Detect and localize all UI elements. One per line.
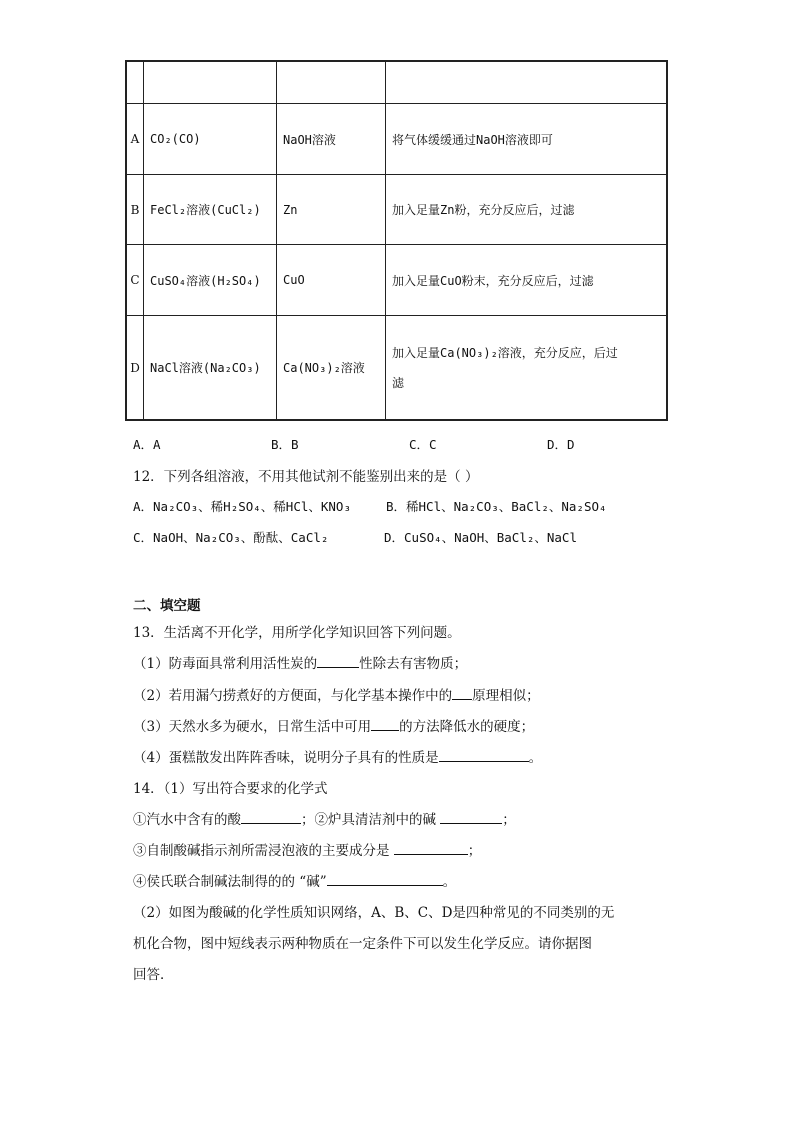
q14-part2-line: 回答．	[133, 967, 174, 983]
q14-stem: 14．（1）写出符合要求的化学式	[133, 781, 328, 797]
table-row	[126, 104, 667, 175]
options-table	[125, 60, 668, 421]
reagent-cell: Ca(NO₃)₂溶液	[277, 316, 386, 421]
q12-option-a: A．Na₂CO₃、稀H₂SO₄、稀HCl、KNO₃	[133, 499, 351, 514]
q13-part3: （3）天然水多为硬水，日常生活中可用 的方法降低水的硬度；	[133, 719, 535, 735]
q14-part2-line: （2）如图为酸碱的化学性质知识网络，A、B、C、D是四种常见的不同类别的无	[133, 905, 615, 921]
method-cell: 加入足量Zn粉，充分反应后，过滤	[386, 175, 668, 245]
q14-line1: ①汽水中含有的酸 ；②炉具清洁剂中的碱 ；	[133, 812, 516, 828]
q14-line2: ③自制酸碱指示剂所需浸泡液的主要成分是 ；	[133, 843, 482, 859]
method-cell: 加入足量CuO粉末，充分反应后，过滤	[386, 245, 668, 316]
substance-cell: NaCl溶液(Na₂CO₃)	[144, 316, 277, 421]
table-row	[126, 175, 667, 245]
answer-blank[interactable]	[317, 655, 359, 668]
q13-part2: （2）若用漏勺捞煮好的方便面，与化学基本操作中的 原理相似；	[133, 688, 540, 704]
method-cell	[386, 316, 668, 421]
answer-blank[interactable]	[327, 873, 443, 886]
answer-blank[interactable]	[394, 842, 468, 855]
q11-option-d: D．D	[547, 437, 575, 452]
method-cell: 将气体缓缓通过NaOH溶液即可	[386, 104, 668, 175]
q12-stem: 12．下列各组溶液，不用其他试剂不能鉴别出来的是（ ）	[133, 469, 479, 485]
substance-cell: CO₂(CO)	[144, 104, 277, 175]
answer-blank[interactable]	[440, 811, 502, 824]
q12-option-d: D．CuSO₄、NaOH、BaCl₂、NaCl	[384, 530, 577, 545]
reagent-cell: CuO	[277, 245, 386, 316]
table-row	[126, 316, 667, 421]
row-label: C	[126, 245, 144, 316]
q12-option-c: C．NaOH、Na₂CO₃、酚酞、CaCl₂	[133, 530, 329, 545]
q14-part2-line: 机化合物，图中短线表示两种物质在一定条件下可以发生化学反应。请你据图	[133, 936, 592, 952]
method-line: 加入足量Ca(NO₃)₂溶液，充分反应，后过	[392, 345, 618, 360]
row-label: A	[126, 104, 144, 175]
answer-blank[interactable]	[241, 811, 301, 824]
q11-option-c: C．C	[409, 437, 437, 452]
q13-part4: （4）蛋糕散发出阵阵香味，说明分子具有的性质是 。	[133, 750, 543, 766]
answer-blank[interactable]	[371, 718, 399, 731]
q13-part1: （1）防毒面具常利用活性炭的 性除去有害物质；	[133, 656, 468, 672]
q14-line3: ④侯氏联合制碱法制得的的 “碱” 。	[133, 874, 457, 890]
q11-option-a: A．A	[133, 437, 161, 452]
row-label: B	[126, 175, 144, 245]
reagent-cell: NaOH溶液	[277, 104, 386, 175]
section-title: 二、填空题	[133, 598, 201, 614]
q13-stem: 13．生活离不开化学，用所学化学知识回答下列问题。	[133, 625, 461, 641]
method-line: 滤	[392, 375, 405, 390]
substance-cell: CuSO₄溶液(H₂SO₄)	[144, 245, 277, 316]
answer-blank[interactable]	[452, 687, 472, 700]
q11-option-b: B．B	[271, 437, 299, 452]
answer-blank[interactable]	[439, 749, 529, 762]
table-row	[126, 245, 667, 316]
row-label: D	[126, 316, 144, 421]
q12-option-b: B．稀HCl、Na₂CO₃、BaCl₂、Na₂SO₄	[386, 499, 607, 514]
table-header-row	[126, 61, 667, 104]
substance-cell: FeCl₂溶液(CuCl₂)	[144, 175, 277, 245]
reagent-cell: Zn	[277, 175, 386, 245]
